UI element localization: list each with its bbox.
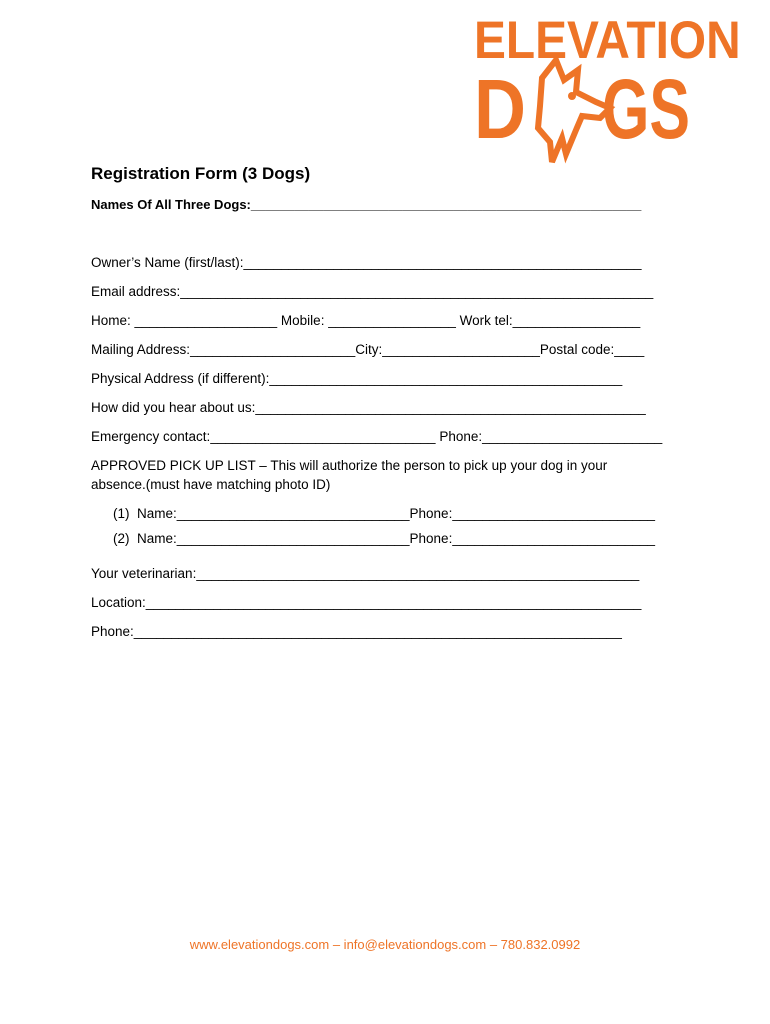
svg-text:D: D: [474, 62, 526, 156]
pickup-person-1-row: [113, 505, 655, 523]
city-field[interactable]: _____________________: [382, 342, 540, 357]
dogs-names-label: Names Of All Three Dogs:: [91, 197, 251, 212]
email-row: [91, 283, 653, 301]
work-tel-field[interactable]: _________________: [512, 313, 641, 328]
emergency-phone-label: Phone:: [439, 429, 483, 444]
pickup-person-2-row: [113, 530, 655, 548]
owner-name-row: [91, 254, 641, 272]
pickup-1-phone-label: Phone:: [409, 506, 453, 521]
emergency-phone-field[interactable]: ________________________: [482, 429, 663, 444]
vet-phone-field[interactable]: _________________________________________________________________: [133, 624, 622, 639]
emergency-row: [91, 428, 662, 446]
logo-dogs-letters: [474, 62, 694, 156]
veterinarian-label: Your veterinarian:: [91, 566, 197, 581]
dogs-names-row: [91, 196, 641, 214]
vet-phone-label: Phone:: [91, 624, 134, 639]
veterinarian-field[interactable]: ___________________________________________________________: [196, 566, 640, 581]
physical-address-field[interactable]: _______________________________________________: [269, 371, 623, 386]
physical-address-label: Physical Address (if different):: [91, 371, 270, 386]
pickup-2-phone-field[interactable]: ___________________________: [452, 531, 656, 546]
form-title: Registration Form (3 Dogs): [91, 164, 311, 183]
mobile-label: Mobile:: [280, 313, 325, 328]
city-label: City:: [355, 342, 383, 357]
pickup-2-name-label: Name:: [137, 531, 177, 546]
home-phone-field[interactable]: ___________________: [130, 313, 281, 328]
mailing-address-field[interactable]: ______________________: [190, 342, 356, 357]
svg-text:GS: GS: [602, 62, 690, 156]
logo-word-top: ELEVATION: [474, 11, 741, 71]
phones-row: [91, 312, 640, 330]
pickup-notice-line2: absence.(must have matching photo ID): [91, 477, 331, 492]
footer-contact: www.elevationdogs.com – info@elevationdogs.com – 780.832.0992: [189, 937, 581, 952]
referral-label: How did you hear about us:: [91, 400, 256, 415]
postal-label: Postal code:: [539, 342, 615, 357]
mailing-row: [91, 341, 644, 359]
emergency-contact-label: Emergency contact:: [91, 429, 211, 444]
pickup-1-number: (1): [113, 506, 130, 521]
pickup-1-phone-field[interactable]: ___________________________: [452, 506, 656, 521]
dogs-names-field[interactable]: ______________________________________________________: [250, 197, 642, 212]
vet-location-label: Location:: [91, 595, 146, 610]
postal-code-field[interactable]: ____: [614, 342, 645, 357]
referral-row: [91, 399, 646, 417]
owner-name-label: Owner’s Name (first/last):: [91, 255, 244, 270]
mailing-label: Mailing Address:: [91, 342, 191, 357]
pickup-2-phone-label: Phone:: [409, 531, 453, 546]
pickup-1-name-field[interactable]: _______________________________: [176, 506, 410, 521]
physical-address-row: [91, 370, 622, 388]
vet-phone-row: [91, 623, 622, 641]
pickup-2-number: (2): [113, 531, 130, 546]
home-label: Home:: [91, 313, 131, 328]
vet-location-row: [91, 594, 641, 612]
email-label: Email address:: [91, 284, 181, 299]
work-tel-label: Work tel:: [459, 313, 513, 328]
elevation-dogs-logo: [474, 10, 741, 162]
mobile-phone-field[interactable]: _________________: [324, 313, 460, 328]
referral-field[interactable]: ____________________________________________________: [255, 400, 646, 415]
vet-location-field[interactable]: __________________________________________________________________: [145, 595, 642, 610]
veterinarian-row: [91, 565, 639, 583]
pickup-1-name-label: Name:: [137, 506, 177, 521]
pickup-2-name-field[interactable]: _______________________________: [176, 531, 410, 546]
emergency-contact-field[interactable]: ______________________________: [210, 429, 440, 444]
email-field[interactable]: _______________________________________________________________: [180, 284, 654, 299]
pickup-notice-line1: APPROVED PICK UP LIST – This will authorize the person to pick up your dog in your: [91, 458, 608, 473]
owner-name-field[interactable]: _____________________________________________________: [243, 255, 642, 270]
